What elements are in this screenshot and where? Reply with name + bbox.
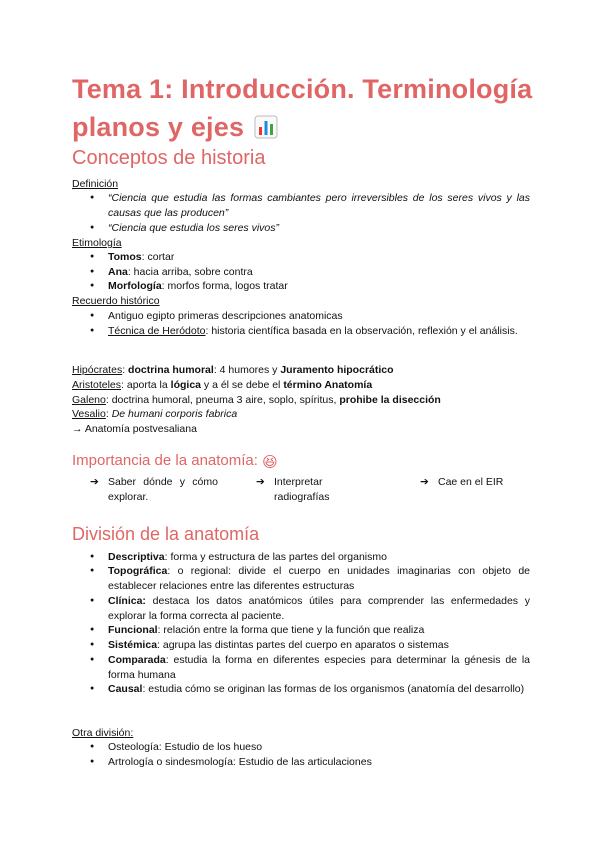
etimologia-label: Etimología: [72, 237, 122, 249]
list-item: ● Sistémica: agrupa las distintas partes del cuerpo en aparatos o sistemas: [90, 638, 530, 653]
list-item: ● Artrología o sindesmología: Estudio de las articulaciones: [90, 755, 530, 770]
list-item: ● Tomos: cortar: [90, 250, 530, 265]
list-item: ● Causal: estudia cómo se originan las formas de los organismos (anatomía del desarrollo): [90, 682, 530, 697]
list-item: ● Morfología: morfos forma, logos tratar: [90, 279, 530, 294]
section-heading-importancia: Importancia de la anatomía: 😆: [72, 452, 278, 471]
vesalio-line: Vesalio: De humani corporis fabrica: [72, 408, 238, 420]
list-item: ● Descriptiva: forma y estructura de las partes del organismo: [90, 550, 530, 565]
list-item: ● Clínica: destaca los datos anatómicos útiles para comprender las enfermedades y explorar la forma correcta al paciente.: [90, 594, 530, 623]
bar-chart-icon: [254, 111, 278, 149]
list-item: ● Antiguo egipto primeras descripciones anatomicas: [90, 309, 530, 324]
importancia-item: ➔ Interpretar radiografías: [256, 476, 330, 503]
section-heading-division: División de la anatomía: [72, 524, 260, 544]
list-item: ● Ana: hacia arriba, sobre contra: [90, 265, 530, 280]
page-title: Tema 1: Introducción. Terminología planos y ejes: [72, 70, 542, 149]
list-item: ● Funcional: relación entre la forma que tiene y la función que realiza: [90, 623, 530, 638]
list-item: ● Topográfica: o regional: divide el cuerpo en unidades imaginarias con objeto de establecer relaciones entre las diferentes estructuras: [90, 564, 530, 593]
postvesaliana-line: → Anatomía postvesaliana: [72, 423, 197, 435]
galeno-line: Galeno: doctrina humoral, pneuma 3 aire, soplo, spíritus, prohibe la disección: [72, 394, 441, 406]
definicion-label: Definición: [72, 178, 119, 190]
list-item: ● Comparada: estudia la forma en diferentes especies para determinar la génesis de la forma humana: [90, 653, 530, 682]
otra-division-label: Otra división:: [72, 727, 134, 739]
list-item: ● “Ciencia que estudia los seres vivos”: [90, 221, 530, 236]
recuerdo-label: Recuerdo histórico: [72, 295, 160, 307]
section-heading-historia: Conceptos de historia: [72, 147, 266, 169]
list-item: ● “Ciencia que estudia las formas cambiantes pero irreversibles de los seres vivos y las causas que las producen”: [90, 191, 530, 220]
list-item: ● Técnica de Heródoto: historia científica basada en la observación, reflexión y el análisis.: [90, 324, 530, 339]
aristoteles-line: Aristoteles: aporta la lógica y a él se debe el término Anatomía: [72, 379, 373, 391]
laughing-emoji-icon: 😆: [262, 454, 278, 471]
list-item: ● Osteología: Estudio de los hueso: [90, 740, 530, 755]
hipocrates-line: Hipócrates: doctrina humoral: 4 humores y Juramento hipocrático: [72, 364, 394, 376]
importancia-item: ➔ Saber dónde y cómo explorar.: [90, 476, 218, 503]
importancia-item: ➔ Cae en el EIR: [420, 476, 504, 488]
